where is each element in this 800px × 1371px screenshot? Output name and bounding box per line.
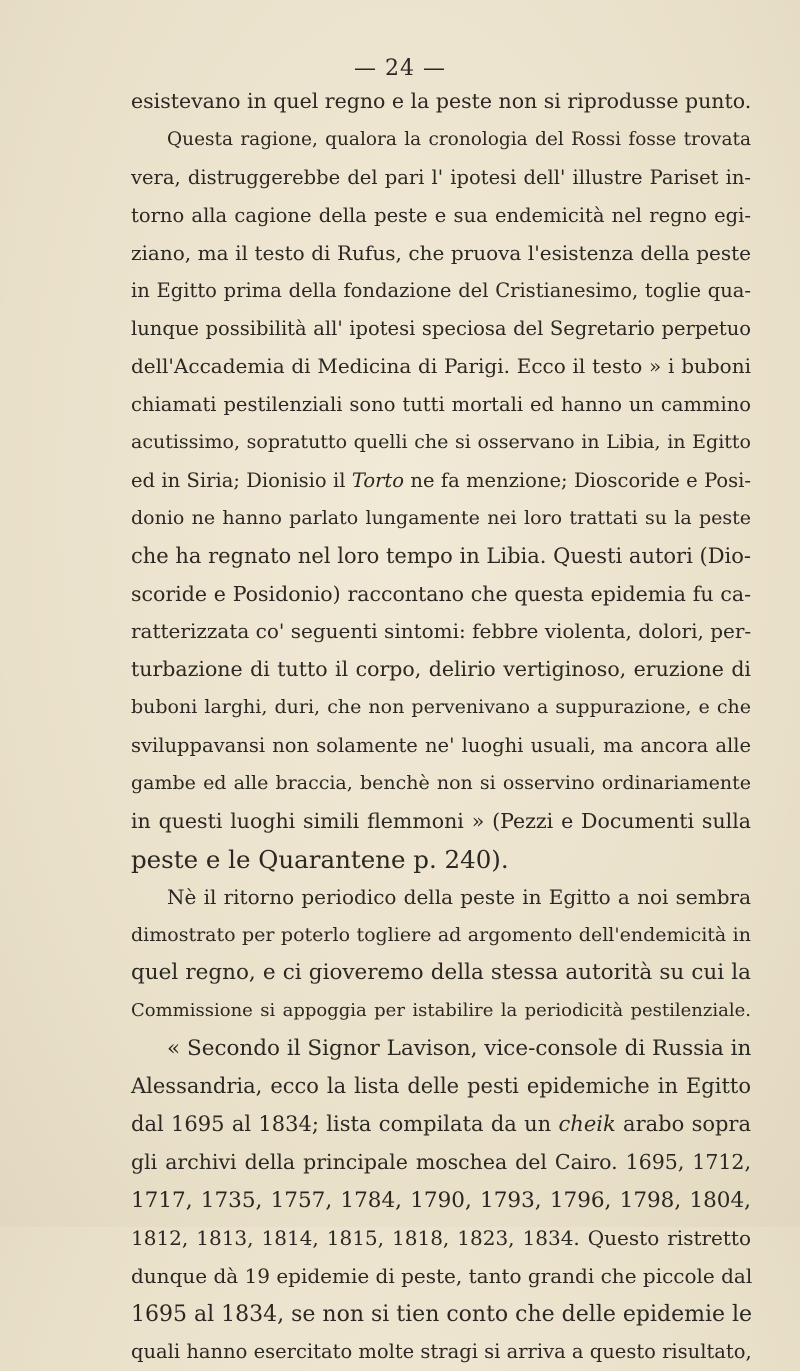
text-segment: quali hanno esercitato molte stragi si arriva a questo risultato,	[131, 1340, 752, 1364]
text-segment: dimostrato per poterlo togliere ad argomento dell'endemicità in	[131, 923, 751, 946]
text-line	[131, 1333, 751, 1371]
text-line	[131, 841, 751, 879]
text-segment: Commissione si appoggia per istabilire la periodicità pestilenziale.	[131, 1000, 751, 1022]
text-line	[131, 1030, 751, 1068]
text-line	[131, 1144, 751, 1182]
text-line	[131, 1258, 751, 1296]
text-line	[131, 689, 751, 727]
text-line	[131, 1182, 751, 1220]
page-number: — 24 —	[354, 56, 446, 81]
text-line	[131, 992, 751, 1030]
text-segment: ratterizzata co' seguenti sintomi: febbre violenta, dolori, per-	[131, 619, 752, 644]
text-segment: scoride e Posidonio) raccontano che questa epidemia fu ca-	[131, 581, 751, 606]
text-line	[131, 651, 751, 689]
text-line	[131, 348, 751, 386]
text-segment: Alessandria, ecco la lista delle pesti epidemiche in Egitto	[131, 1074, 751, 1099]
text-line	[131, 538, 751, 576]
text-line	[131, 917, 751, 955]
text-segment: 1695 al 1834, se non si tien conto che delle epidemie le	[131, 1301, 753, 1327]
text-segment: dal 1695 al 1834; lista compilata da un	[131, 1112, 559, 1137]
text-segment: chiamati pestilenziali sono tutti mortali ed hanno un cammino	[131, 393, 751, 417]
text-segment: 1812, 1813, 1814, 1815, 1818, 1823, 1834. Questo ristretto	[131, 1225, 751, 1250]
text-line	[131, 121, 751, 159]
text-line	[131, 576, 751, 614]
italic-term: Torto	[351, 468, 405, 492]
text-line	[131, 613, 751, 651]
text-line	[131, 1068, 751, 1106]
text-line	[131, 159, 751, 197]
text-segment: dell'Accademia di Medicina di Parigi. Ecco il testo » i buboni	[131, 354, 751, 379]
text-line	[131, 1296, 751, 1334]
text-line	[131, 727, 751, 765]
text-segment: ed in Siria; Dionisio il	[131, 468, 352, 492]
text-segment: esistevano in quel regno e la peste non si riprodusse punto.	[131, 89, 752, 113]
text-segment: gli archivi della principale moschea del Cairo. 1695, 1712,	[131, 1149, 751, 1174]
text-line	[131, 803, 751, 841]
text-line	[131, 879, 751, 917]
text-line	[131, 310, 751, 348]
text-line	[131, 235, 751, 273]
text-line	[131, 83, 751, 121]
text-line	[131, 386, 751, 424]
text-segment: « Secondo il Signor Lavison, vice-console di Russia in	[167, 1036, 752, 1062]
text-segment: buboni larghi, duri, che non pervenivano a suppurazione, e che	[131, 696, 751, 719]
body-text	[131, 83, 751, 1371]
text-segment: che ha regnato nel loro tempo in Libia. Questi autori (Dio-	[131, 543, 751, 568]
text-segment: sviluppavansi non solamente ne' luoghi usuali, ma ancora alle	[131, 734, 751, 758]
text-segment: quel regno, e ci gioveremo della stessa autorità su cui la	[131, 960, 751, 986]
text-segment: donio ne hanno parlato lungamente nei loro trattati su la peste	[131, 506, 751, 529]
text-segment: arabo sopra	[615, 1112, 751, 1137]
text-segment: ne fa menzione; Dioscoride e Posi-	[404, 468, 751, 492]
text-segment: ziano, ma il testo di Rufus, che pruova l'esistenza della peste	[131, 240, 751, 265]
text-line	[131, 272, 751, 310]
text-segment: gambe ed alle braccia, benchè non si osservino ordinariamente	[131, 772, 751, 795]
text-line	[131, 462, 751, 500]
text-segment: turbazione di tutto il corpo, delirio vertiginoso, eruzione di	[131, 657, 751, 682]
text-line	[131, 1220, 751, 1258]
text-segment: in questi luoghi simili flemmoni » (Pezzi e Documenti sulla	[131, 808, 751, 833]
text-line	[131, 197, 751, 235]
text-segment: vera, distruggerebbe del pari l' ipotesi dell' illustre Pariset in-	[131, 165, 751, 189]
text-line	[131, 765, 751, 803]
text-line	[131, 500, 751, 538]
text-line	[131, 1106, 751, 1144]
text-segment: lunque possibilità all' ipotesi speciosa del Segretario perpetuo	[131, 317, 751, 341]
text-segment: peste e le Quarantene p. 240).	[131, 844, 509, 874]
text-segment: torno alla cagione della peste e sua endemicità nel regno egi-	[131, 203, 751, 227]
text-segment: in Egitto prima della fondazione del Cristianesimo, toglie qua-	[131, 279, 751, 303]
text-line	[131, 954, 751, 992]
text-segment: Questa ragione, qualora la cronologia del Rossi fosse trovata	[167, 128, 751, 150]
italic-term: cheik	[558, 1112, 616, 1137]
text-segment: 1717, 1735, 1757, 1784, 1790, 1793, 1796, 1798, 1804,	[131, 1187, 751, 1213]
text-segment: dunque dà 19 epidemie di peste, tanto grandi che piccole dal	[131, 1263, 753, 1288]
text-line	[131, 424, 751, 462]
text-segment: Nè il ritorno periodico della peste in Egitto a noi sembra	[167, 884, 751, 909]
text-segment: acutissimo, sopratutto quelli che si osservano in Libia, in Egitto	[131, 431, 751, 454]
